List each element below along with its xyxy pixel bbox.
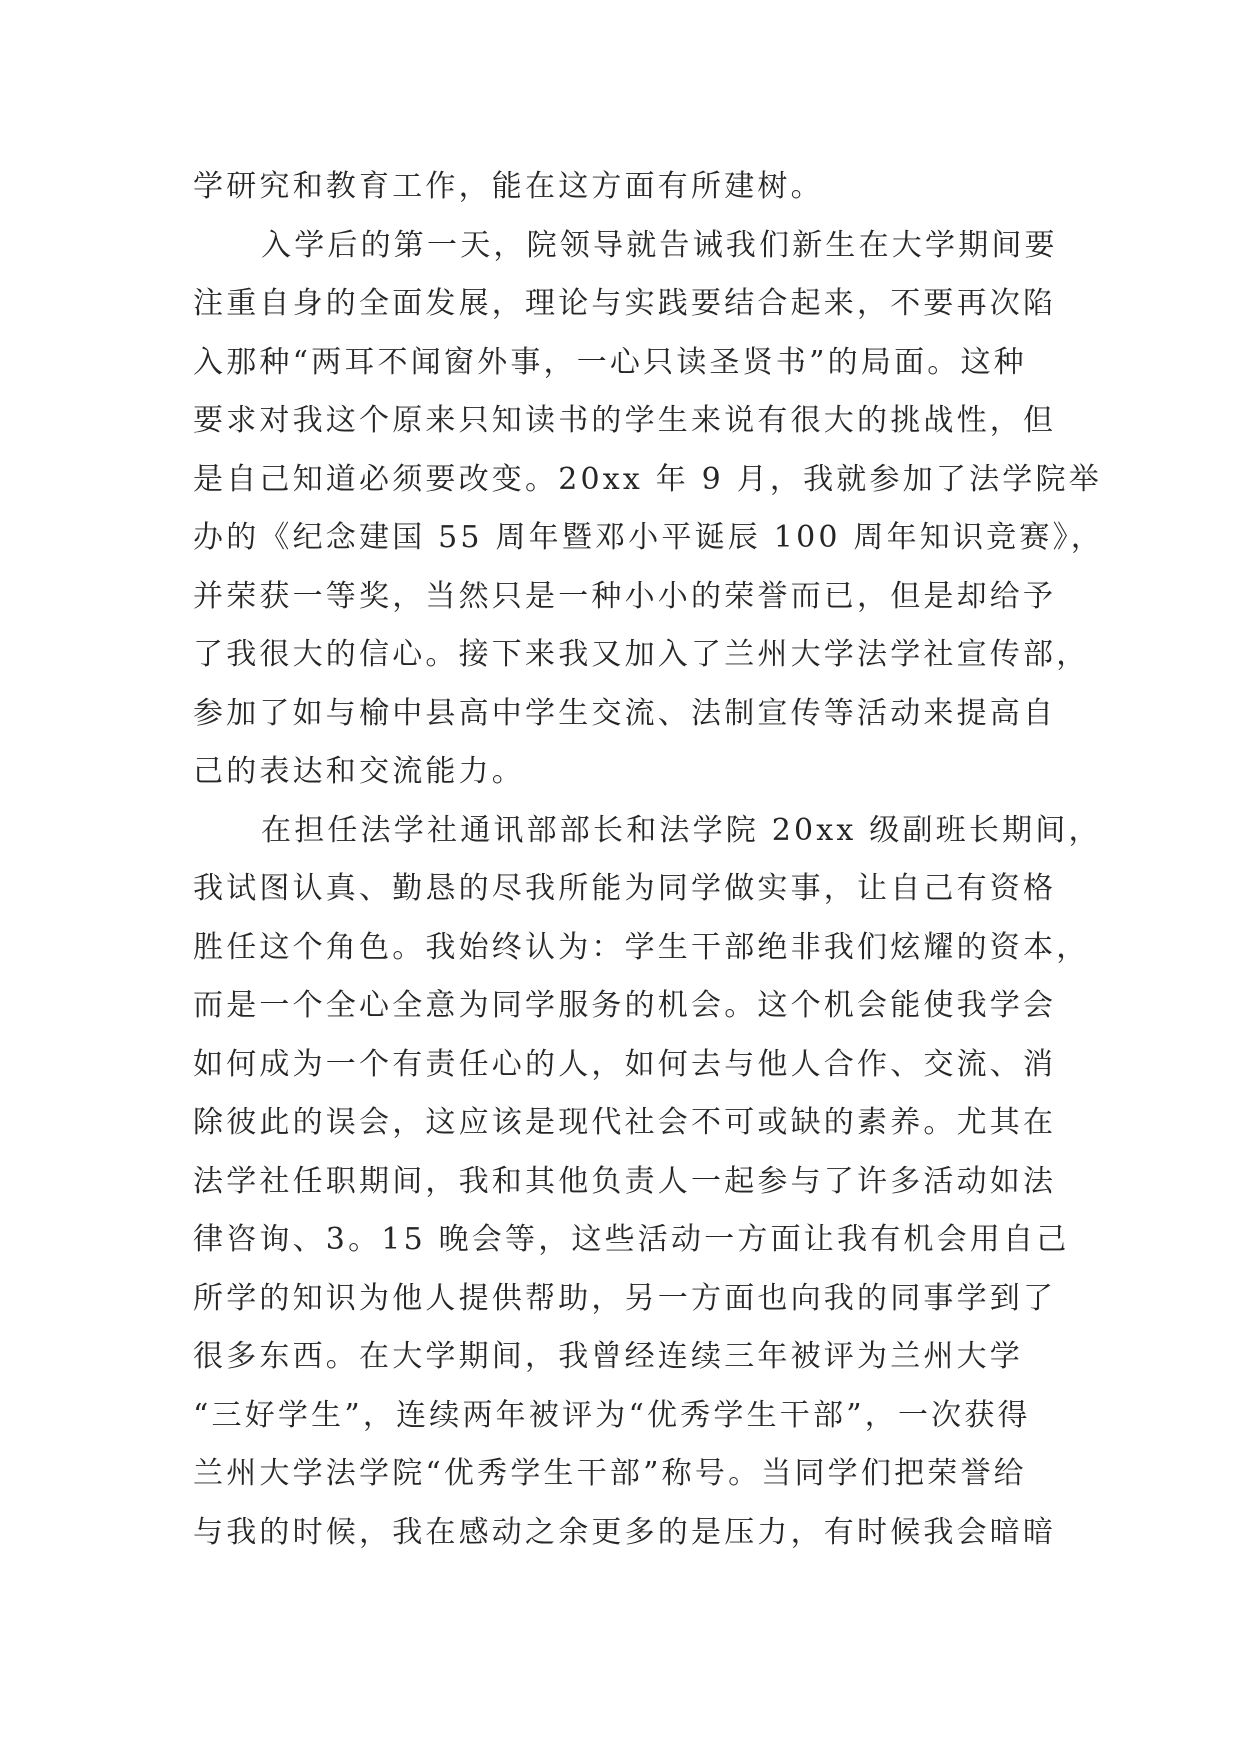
- paragraph-first-line: 入学后的第一天，院领导就告诫我们新生在大学期间要: [261, 227, 1058, 263]
- text-line: 我试图认真、勤恳的尽我所能为同学做实事，让自己有资格: [193, 871, 1057, 906]
- text-line: 而是一个全心全意为同学服务的机会。这个机会能使我学会: [193, 988, 1057, 1023]
- text-line: 入那种“两耳不闻窗外事，一心只读圣贤书”的局面。这种: [193, 344, 1027, 380]
- text-line: 兰州大学法学院“优秀学生干部”称号。当同学们把荣誉给: [193, 1456, 1027, 1491]
- text-line: 了我很大的信心。接下来我又加入了兰州大学法学社宣传部，: [193, 637, 1090, 672]
- text-line: 法学社任职期间，我和其他负责人一起参与了许多活动如法: [193, 1163, 1057, 1199]
- body-text: [193, 158, 1104, 1562]
- text-line: 办的《纪念建国 55 周年暨邓小平诞辰 100 周年知识竞赛》，: [193, 520, 1104, 555]
- text-line: 己的表达和交流能力。: [193, 754, 525, 789]
- text-line: 注重自身的全面发展，理论与实践要结合起来，不要再次陷: [193, 286, 1057, 321]
- text-line: 是自己知道必须要改变。20xx 年 9 月，我就参加了法学院举: [193, 461, 1102, 497]
- text-line: 参加了如与榆中县高中学生交流、法制宣传等活动来提高自: [193, 695, 1057, 731]
- text-line: 学研究和教育工作，能在这方面有所建树。: [193, 169, 824, 204]
- text-line: 除彼此的误会，这应该是现代社会不可或缺的素养。尤其在: [193, 1105, 1057, 1140]
- text-line: 胜任这个角色。我始终认为：学生干部绝非我们炫耀的资本，: [193, 929, 1090, 965]
- paragraph-first-line: 在担任法学社通讯部部长和法学院 20xx 级副班长期间，: [261, 812, 1102, 848]
- text-line: 很多东西。在大学期间，我曾经连续三年被评为兰州大学: [193, 1339, 1023, 1374]
- text-line: 律咨询、3。15 晚会等，这些活动一方面让我有机会用自己: [193, 1222, 1070, 1257]
- text-line: “三好学生”，连续两年被评为“优秀学生干部”，一次获得: [193, 1397, 1031, 1433]
- text-line: 所学的知识为他人提供帮助，另一方面也向我的同事学到了: [193, 1280, 1057, 1316]
- text-line: 并荣获一等奖，当然只是一种小小的荣誉而已，但是却给予: [193, 578, 1057, 614]
- text-line: 与我的时候，我在感动之余更多的是压力，有时候我会暗暗: [193, 1514, 1057, 1550]
- text-line: 要求对我这个原来只知读书的学生来说有很大的挑战性，但: [193, 403, 1057, 438]
- text-line: 如何成为一个有责任心的人，如何去与他人合作、交流、消: [193, 1046, 1057, 1082]
